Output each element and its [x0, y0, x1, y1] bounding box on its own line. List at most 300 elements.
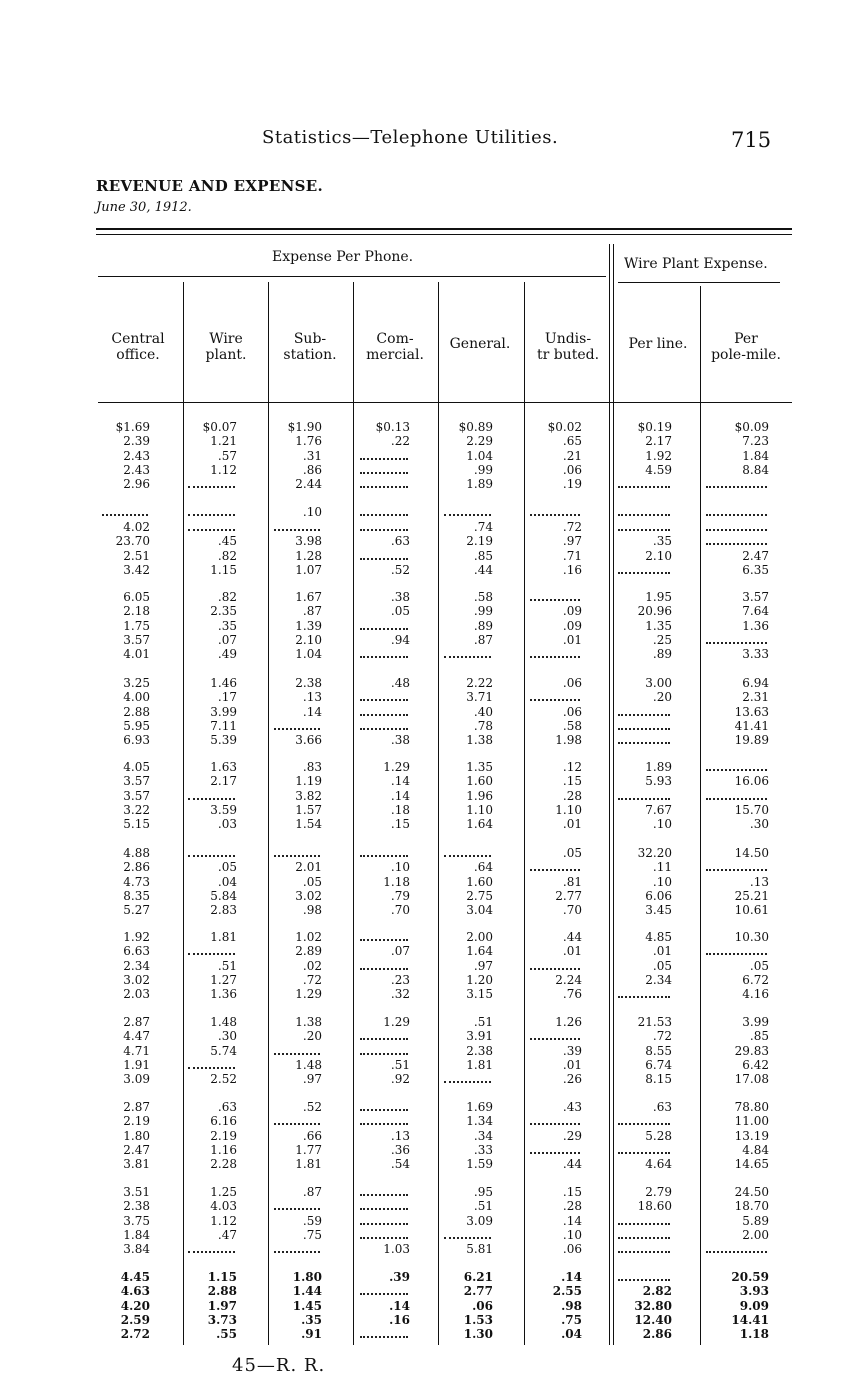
table-cell-perline: 5.93: [645, 774, 672, 789]
column-divider: [613, 244, 614, 1345]
table-cell-perline: 2.34: [645, 972, 672, 987]
table-cell-perpole: 2.47: [742, 548, 769, 563]
table-cell-gen: .99: [473, 604, 493, 619]
table-cell-gen: 3.71: [466, 690, 493, 705]
column-divider: [353, 282, 354, 1345]
table-cell-perpole: 7.64: [742, 604, 769, 619]
dot-leader: [706, 642, 767, 644]
dot-leader: [360, 1208, 408, 1210]
dot-leader: [706, 869, 767, 871]
table-cell-wire: .45: [217, 534, 237, 549]
dot-leader: [706, 798, 767, 800]
dot-leader: [360, 855, 408, 857]
table-cell-perpole: 3.93: [739, 1284, 769, 1299]
table-cell-central: 2.87: [123, 1100, 150, 1114]
column-header-line: Central: [111, 331, 165, 347]
table-cell-wire: 1.27: [210, 972, 237, 987]
table-cell-comm: .13: [390, 1128, 410, 1143]
table-cell-comm: .39: [389, 1270, 410, 1284]
table-cell-perline: 5.28: [645, 1128, 672, 1143]
table-cell-central: 2.72: [120, 1327, 150, 1342]
table-cell-wire: 2.19: [210, 1128, 237, 1143]
table-cell-comm: .48: [390, 676, 410, 690]
dot-leader: [360, 628, 408, 630]
table-cell-gen: .51: [473, 1199, 493, 1214]
dot-leader: [274, 529, 320, 531]
table-cell-wire: 5.84: [210, 888, 237, 903]
table-cell-comm: .15: [390, 817, 410, 832]
table-cell-central: 4.05: [123, 760, 150, 774]
dot-leader: [360, 1194, 408, 1196]
table-cell-wire: 1.15: [207, 1270, 237, 1284]
table-cell-gen: 3.15: [466, 987, 493, 1002]
table-cell-wire: 1.63: [210, 760, 237, 774]
table-cell-comm: .63: [390, 534, 410, 549]
table-cell-perline: 20.96: [637, 604, 672, 619]
table-cell-undis: .75: [561, 1312, 582, 1327]
dot-leader: [360, 968, 408, 970]
table-cell-perline: .25: [652, 632, 672, 647]
table-cell-gen: 3.91: [466, 1029, 493, 1044]
table-cell-perline: 18.60: [637, 1199, 672, 1214]
table-cell-gen: 2.75: [466, 888, 493, 903]
table-cell-sub: .13: [302, 690, 322, 705]
table-cell-sub: 1.38: [295, 1015, 322, 1029]
table-cell-central: 5.27: [123, 903, 150, 918]
table-cell-undis: 1.98: [555, 733, 582, 748]
column-header-line: Per line.: [628, 336, 688, 352]
table-cell-sub: 1.45: [292, 1298, 322, 1313]
table-cell-undis: .81: [562, 874, 582, 889]
table-cell-central: $1.69: [115, 420, 150, 434]
table-cell-central: 4.02: [123, 520, 150, 534]
column-header-perline: [613, 336, 703, 352]
column-header-line: office.: [116, 347, 160, 363]
table-cell-sub: .72: [302, 972, 322, 987]
table-cell-wire: 1.21: [210, 434, 237, 449]
table-cell-undis: .01: [562, 944, 582, 959]
dot-leader: [188, 855, 235, 857]
column-header-line: Sub-: [293, 331, 327, 347]
table-cell-wire: .82: [217, 548, 237, 563]
table-cell-perline: .72: [652, 1029, 672, 1044]
table-cell-central: 4.45: [120, 1270, 150, 1284]
table-cell-wire: 4.03: [210, 1199, 237, 1214]
table-cell-central: 2.39: [123, 434, 150, 449]
table-cell-gen: .99: [473, 462, 493, 477]
table-cell-wire: .35: [217, 618, 237, 633]
dot-leader: [102, 514, 148, 516]
table-cell-comm: .36: [390, 1142, 410, 1157]
table-cell-undis: .01: [562, 1057, 582, 1072]
table-cell-undis: .29: [562, 1128, 582, 1143]
table-cell-perline: 1.89: [645, 760, 672, 774]
dot-leader: [706, 529, 767, 531]
table-cell-undis: 2.24: [555, 972, 582, 987]
table-cell-gen: $0.89: [458, 420, 493, 434]
dot-leader: [360, 656, 408, 658]
dot-leader: [360, 1123, 408, 1125]
table-cell-wire: 2.88: [207, 1284, 237, 1299]
table-cell-central: 3.75: [123, 1213, 150, 1228]
table-cell-wire: .05: [217, 860, 237, 875]
table-cell-perline: .35: [652, 534, 672, 549]
column-header-gen: [435, 336, 525, 352]
table-cell-gen: .78: [473, 718, 493, 733]
table-cell-perpole: 1.84: [742, 448, 769, 463]
column-header-perpole: [701, 331, 791, 363]
table-cell-sub: .02: [302, 958, 322, 973]
table-cell-perline: .89: [652, 647, 672, 662]
table-cell-undis: $0.02: [547, 420, 582, 434]
table-cell-sub: 1.19: [295, 774, 322, 789]
dot-leader: [618, 1279, 670, 1281]
table-cell-gen: 2.19: [466, 534, 493, 549]
dot-leader: [360, 1336, 408, 1338]
table-cell-central: 4.88: [123, 846, 150, 860]
table-cell-wire: 1.16: [210, 1142, 237, 1157]
table-cell-central: 2.86: [123, 860, 150, 875]
column-header-wire: [181, 331, 271, 363]
dot-leader: [530, 1038, 580, 1040]
table-cell-gen: 1.53: [463, 1312, 493, 1327]
table-cell-undis: .06: [562, 704, 582, 719]
table-cell-gen: 1.04: [466, 448, 493, 463]
dot-leader: [188, 1251, 235, 1253]
table-cell-perpole: 14.50: [734, 846, 769, 860]
table-cell-central: 3.57: [123, 774, 150, 789]
dot-leader: [618, 728, 670, 730]
table-cell-gen: .95: [473, 1185, 493, 1199]
table-cell-undis: .06: [562, 462, 582, 477]
table-cell-central: 3.25: [123, 676, 150, 690]
dot-leader: [444, 514, 491, 516]
table-cell-perpole: 9.09: [739, 1298, 769, 1313]
table-cell-perpole: 5.89: [742, 1213, 769, 1228]
table-cell-perline: .11: [652, 860, 672, 875]
table-cell-perpole: 19.89: [734, 733, 769, 748]
dot-leader: [618, 572, 670, 574]
table-cell-comm: .51: [390, 1057, 410, 1072]
table-cell-central: 2.43: [123, 448, 150, 463]
table-cell-sub: .05: [302, 874, 322, 889]
table-cell-central: 4.00: [123, 690, 150, 705]
dot-leader: [618, 486, 670, 488]
table-cell-sub: .14: [302, 704, 322, 719]
table-cell-central: 2.19: [123, 1114, 150, 1129]
table-cell-undis: .76: [562, 987, 582, 1002]
table-cell-central: 3.81: [123, 1157, 150, 1172]
table-cell-sub: $1.90: [287, 420, 322, 434]
dot-leader: [618, 514, 670, 516]
table-cell-perline: 1.95: [645, 590, 672, 604]
table-cell-sub: .83: [302, 760, 322, 774]
column-divider: [524, 282, 525, 1345]
dot-leader: [360, 939, 408, 941]
dot-leader: [706, 953, 767, 955]
table-cell-perpole: .13: [749, 874, 769, 889]
dot-leader: [618, 742, 670, 744]
table-cell-wire: 1.48: [210, 1015, 237, 1029]
table-cell-central: 4.01: [123, 647, 150, 662]
table-cell-comm: .32: [390, 987, 410, 1002]
table-cell-sub: 1.54: [295, 817, 322, 832]
section-date: June 30, 1912.: [96, 200, 192, 215]
table-cell-perline: 3.00: [645, 676, 672, 690]
dot-leader: [360, 714, 408, 716]
column-header-central: [93, 331, 183, 363]
table-cell-gen: 3.04: [466, 903, 493, 918]
table-cell-central: 3.57: [123, 788, 150, 803]
table-cell-undis: .12: [562, 760, 582, 774]
dot-leader: [188, 529, 235, 531]
table-cell-perpole: 3.99: [742, 1015, 769, 1029]
table-cell-sub: 2.01: [295, 860, 322, 875]
table-cell-perline: 6.06: [645, 888, 672, 903]
table-cell-sub: 1.48: [295, 1057, 322, 1072]
table-cell-perpole: 14.41: [731, 1312, 769, 1327]
table-cell-central: 3.22: [123, 802, 150, 817]
table-cell-wire: 1.97: [207, 1298, 237, 1313]
dot-leader: [360, 1038, 408, 1040]
table-cell-undis: .15: [562, 774, 582, 789]
top-rule-1: [96, 228, 792, 230]
table-cell-gen: 1.30: [463, 1327, 493, 1342]
table-cell-undis: 1.10: [555, 802, 582, 817]
dot-leader: [618, 1237, 670, 1239]
table-cell-perpole: 13.63: [734, 704, 769, 719]
table-cell-wire: 5.74: [210, 1043, 237, 1058]
table-cell-perpole: 6.42: [742, 1057, 769, 1072]
table-cell-sub: .86: [302, 462, 322, 477]
dot-leader: [706, 769, 767, 771]
table-cell-undis: .97: [562, 534, 582, 549]
column-header-line: Wire: [209, 331, 243, 347]
table-cell-gen: .34: [473, 1128, 493, 1143]
table-cell-perline: 8.55: [645, 1043, 672, 1058]
table-cell-wire: 6.16: [210, 1114, 237, 1129]
table-cell-central: 1.75: [123, 618, 150, 633]
dot-leader: [274, 1251, 320, 1253]
table-cell-central: 8.35: [123, 888, 150, 903]
table-cell-gen: .85: [473, 548, 493, 563]
table-cell-gen: 2.29: [466, 434, 493, 449]
dot-leader: [188, 1067, 235, 1069]
table-cell-comm: 1.29: [383, 1015, 410, 1029]
table-cell-undis: 2.55: [552, 1284, 582, 1299]
table-cell-perpole: .85: [749, 1029, 769, 1044]
table-cell-gen: .97: [473, 958, 493, 973]
table-cell-undis: .28: [562, 788, 582, 803]
table-cell-perline: 4.59: [645, 462, 672, 477]
table-cell-sub: 2.10: [295, 632, 322, 647]
table-cell-comm: .14: [390, 774, 410, 789]
column-header-line: station.: [283, 347, 337, 363]
table-cell-sub: 3.02: [295, 888, 322, 903]
dot-leader: [618, 529, 670, 531]
table-cell-gen: .40: [473, 704, 493, 719]
table-cell-central: 6.05: [123, 590, 150, 604]
table-cell-perpole: $0.09: [734, 420, 769, 434]
table-cell-central: 3.42: [123, 562, 150, 577]
dot-leader: [360, 486, 408, 488]
table-cell-gen: 1.60: [466, 774, 493, 789]
dot-leader: [274, 855, 320, 857]
table-cell-perpole: 14.65: [734, 1157, 769, 1172]
table-cell-gen: 3.09: [466, 1213, 493, 1228]
table-cell-sub: .75: [302, 1227, 322, 1242]
table-cell-wire: 1.36: [210, 987, 237, 1002]
table-cell-sub: .20: [302, 1029, 322, 1044]
table-cell-sub: .87: [302, 1185, 322, 1199]
table-cell-perline: 6.74: [645, 1057, 672, 1072]
table-cell-perline: 7.67: [645, 802, 672, 817]
table-cell-central: 4.71: [123, 1043, 150, 1058]
table-cell-undis: .05: [562, 846, 582, 860]
dot-leader: [618, 1251, 670, 1253]
table-cell-perpole: .30: [749, 817, 769, 832]
table-cell-gen: 6.21: [463, 1270, 493, 1284]
table-cell-perline: 21.53: [637, 1015, 672, 1029]
table-cell-sub: 3.82: [295, 788, 322, 803]
table-cell-wire: .51: [217, 958, 237, 973]
column-divider: [700, 286, 701, 1345]
table-cell-sub: 1.57: [295, 802, 322, 817]
table-cell-perpole: 10.61: [734, 903, 769, 918]
table-cell-undis: .09: [562, 618, 582, 633]
table-cell-undis: 1.26: [555, 1015, 582, 1029]
column-header-line: mercial.: [366, 347, 424, 363]
table-cell-gen: 1.69: [466, 1100, 493, 1114]
table-cell-perline: 3.45: [645, 903, 672, 918]
table-cell-perline: 32.20: [637, 846, 672, 860]
table-cell-perpole: 20.59: [731, 1270, 769, 1284]
table-cell-wire: 7.11: [210, 718, 237, 733]
table-cell-sub: 3.66: [295, 733, 322, 748]
table-cell-undis: .44: [562, 930, 582, 944]
table-cell-central: 4.47: [123, 1029, 150, 1044]
table-cell-sub: 1.76: [295, 434, 322, 449]
table-cell-comm: .38: [390, 590, 410, 604]
table-cell-central: 2.38: [123, 1199, 150, 1214]
table-cell-perline: .01: [652, 944, 672, 959]
table-cell-wire: 3.73: [207, 1312, 237, 1327]
table-cell-sub: 2.38: [295, 676, 322, 690]
dot-leader: [530, 656, 580, 658]
table-cell-central: 4.63: [120, 1284, 150, 1299]
table-cell-undis: .19: [562, 477, 582, 492]
table-cell-undis: .28: [562, 1199, 582, 1214]
dot-leader: [444, 855, 491, 857]
table-cell-gen: .87: [473, 632, 493, 647]
table-cell-perpole: 1.36: [742, 618, 769, 633]
header-bottom-rule: [98, 402, 792, 403]
table-cell-undis: .06: [562, 676, 582, 690]
table-cell-sub: .35: [301, 1312, 322, 1327]
table-cell-perline: 8.15: [645, 1072, 672, 1087]
group-rule-wire: [618, 282, 780, 283]
table-cell-undis: .71: [562, 548, 582, 563]
dot-leader: [188, 953, 235, 955]
table-cell-gen: .51: [473, 1015, 493, 1029]
table-cell-sub: 1.77: [295, 1142, 322, 1157]
table-cell-sub: .66: [302, 1128, 322, 1143]
dot-leader: [618, 714, 670, 716]
table-cell-sub: .10: [302, 505, 322, 519]
dot-leader: [444, 1237, 491, 1239]
table-cell-undis: .16: [562, 562, 582, 577]
table-cell-gen: 1.34: [466, 1114, 493, 1129]
table-cell-perline: .20: [652, 690, 672, 705]
table-cell-gen: 1.64: [466, 944, 493, 959]
table-cell-perpole: 78.80: [734, 1100, 769, 1114]
table-cell-undis: .65: [562, 434, 582, 449]
table-cell-comm: .10: [390, 860, 410, 875]
table-cell-sub: .87: [302, 604, 322, 619]
table-cell-central: 2.96: [123, 477, 150, 492]
table-cell-perpole: 10.30: [734, 930, 769, 944]
table-cell-gen: 1.20: [466, 972, 493, 987]
table-cell-undis: .01: [562, 817, 582, 832]
table-cell-sub: 1.29: [295, 987, 322, 1002]
table-cell-wire: .82: [217, 590, 237, 604]
table-cell-gen: 1.96: [466, 788, 493, 803]
table-cell-undis: .58: [562, 718, 582, 733]
table-cell-central: 2.43: [123, 462, 150, 477]
dot-leader: [530, 869, 580, 871]
column-header-line: tr buted.: [536, 347, 600, 363]
column-header-sub: [265, 331, 355, 363]
table-cell-undis: .39: [562, 1043, 582, 1058]
table-cell-perline: 2.86: [642, 1327, 672, 1342]
dot-leader: [274, 1123, 320, 1125]
table-cell-sub: 1.28: [295, 548, 322, 563]
table-cell-comm: .14: [390, 788, 410, 803]
dot-leader: [444, 1081, 491, 1083]
table-cell-perline: .63: [652, 1100, 672, 1114]
table-cell-sub: 1.80: [292, 1270, 322, 1284]
table-cell-central: 6.93: [123, 733, 150, 748]
table-cell-sub: 2.44: [295, 477, 322, 492]
table-cell-undis: .26: [562, 1072, 582, 1087]
table-cell-comm: $0.13: [375, 420, 410, 434]
dot-leader: [360, 1237, 408, 1239]
table-cell-central: 3.09: [123, 1072, 150, 1087]
table-cell-central: 1.84: [123, 1227, 150, 1242]
dot-leader: [706, 486, 767, 488]
group-header-wire-plant: Wire Plant Expense.: [624, 256, 768, 272]
page-number: 715: [731, 128, 772, 152]
table-cell-central: 2.34: [123, 958, 150, 973]
table-cell-perpole: 2.00: [742, 1227, 769, 1242]
table-cell-perpole: 4.84: [742, 1142, 769, 1157]
table-cell-perpole: 6.94: [742, 676, 769, 690]
table-cell-wire: 2.52: [210, 1072, 237, 1087]
table-cell-sub: .97: [302, 1072, 322, 1087]
dot-leader: [530, 1123, 580, 1125]
table-cell-wire: 2.28: [210, 1157, 237, 1172]
dot-leader: [360, 699, 408, 701]
table-cell-perline: .10: [652, 817, 672, 832]
table-cell-perpole: 13.19: [734, 1128, 769, 1143]
table-cell-comm: .38: [390, 733, 410, 748]
dot-leader: [706, 1251, 767, 1253]
table-cell-wire: .47: [217, 1227, 237, 1242]
table-cell-wire: .17: [217, 690, 237, 705]
dot-leader: [360, 728, 408, 730]
table-cell-perline: 12.40: [634, 1312, 672, 1327]
table-cell-perpole: 3.57: [742, 590, 769, 604]
